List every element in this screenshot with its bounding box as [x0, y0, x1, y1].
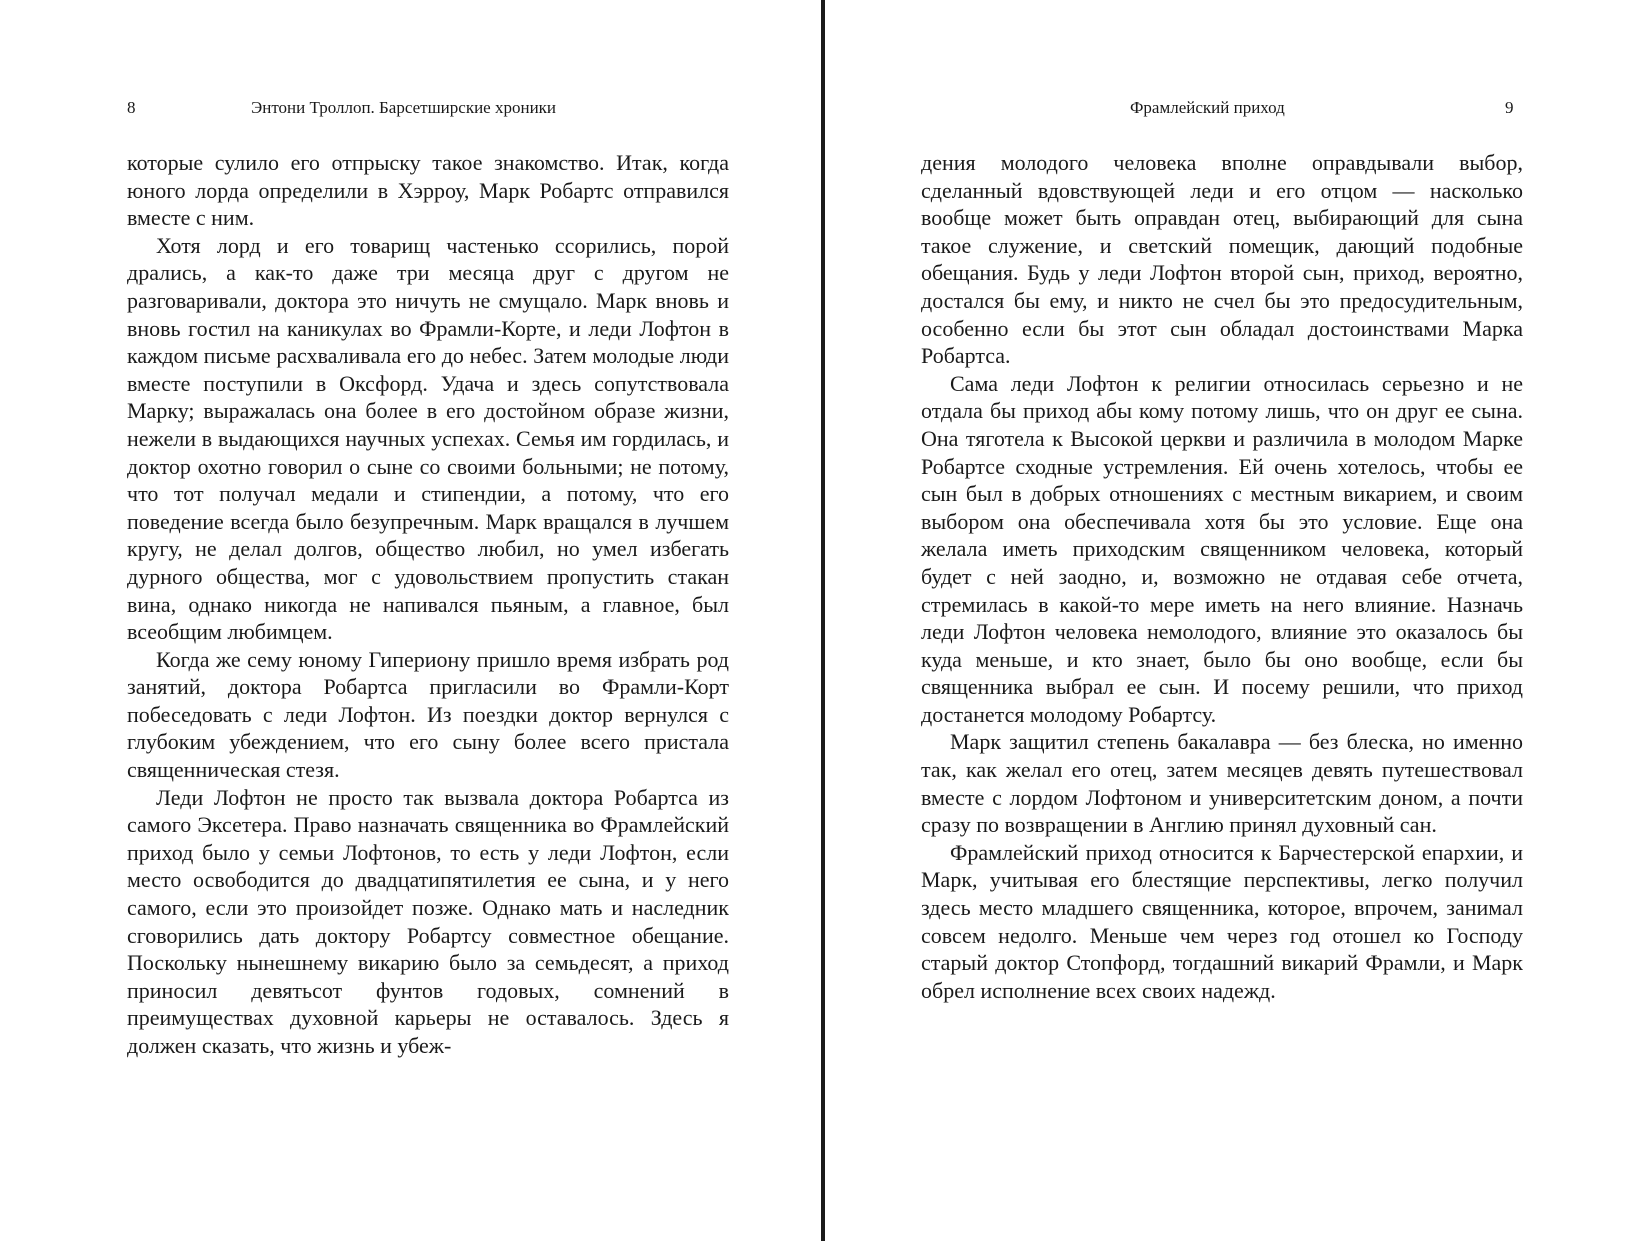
paragraph: которые сулило его отпрыску такое знакомство. Итак, когда юного лорда определили в Хэрроу, Марк Робартс отправился вместе с ним. — [127, 150, 729, 231]
running-head: Энтони Троллоп. Барсетширские хроники — [251, 98, 557, 117]
paragraph: Леди Лофтон не просто так вызвала доктора Робартса из самого Эксетера. Право назначать священника во Фрамлейский приход было у семьи Лофтонов, то есть у леди Лофтон, если место освободится до двадцатипятилетия ее сына, и у него самого, если это произойдет позже. Однако мать и наследник сговорились дать доктору Робартсу совместное обещание. Поскольку нынешнему викарию было за семьдесят, а приход приносил девятьсот фунтов годовых, сомнений в преимуществах духовной карьеры не оставалось. Здесь я должен сказать, что жизнь и убеж- — [127, 784, 729, 1058]
paragraph: Марк защитил степень бакалавра — без блеска, но именно так, как желал его отец, затем месяцев девять путешествовал вместе с лордом Лофтоном и университетским доном, а почти сразу по возвращении в Англию принял духовный сан. — [921, 729, 1523, 838]
paragraph: Когда же сему юному Гипериону пришло время избрать род занятий, доктора Робартса пригласили во Фрамли-Корт побеседовать с леди Лофтон. Из поездки доктор вернулся с глубоким убеждением, что его сыну более всего пристала священническая стезя. — [127, 646, 729, 783]
paragraph: Фрамлейский приход относится к Барчестерской епархии, и Марк, учитывая его блестящие перспективы, легко получил здесь место младшего священника, которое, впрочем, занимал совсем недолго. Меньше чем через год отошел ко Господу старый доктор Стопфорд, тогдашний викарий Фрамли, и Марк обрел исполнение всех своих надежд. — [921, 839, 1523, 1003]
page-body-text — [921, 149, 1523, 1004]
paragraph: Хотя лорд и его товарищ частенько ссорились, порой дрались, а как-то даже три месяца друг с другом не разговаривали, доктора это ничуть не смущало. Марк вновь и вновь гостил на каникулах во Фрамли-Корте, и леди Лофтон в каждом письме расхваливала его до небес. Затем молодые люди вместе поступили в Оксфорд. Удача и здесь сопутствовала Марку; выражалась она более в его достойном образе жизни, нежели в выдающихся научных успехах. Семья им гордилась, и доктор охотно говорил о сыне со своими больными; не потому, что тот получал медали и стипендии, а потому, что его поведение всегда было безупречным. Марк вращался в лучшем кругу, не делал долгов, общество любил, но умел избегать дурного общества, мог с удовольствием пропустить стакан вина, однако никогда не напивался пьяным, а главное, был всеобщим любимцем. — [127, 232, 729, 645]
paragraph: Сама леди Лофтон к религии относилась серьезно и не отдала бы приход абы кому потому лишь, что он друг ее сына. Она тяготела к Высокой церкви и различила в молодом Марке Робартсе сходные устремления. Ей очень хотелось, чтобы ее сын был в добрых отношениях с местным викарием, и своим выбором она обеспечивала хотя бы это условие. Еще она желала иметь приходским священником человека, который будет с ней заодно, и, возможно не отдавая себе отчета, стремилась в какой-то мере иметь на него влияние. Назначь леди Лофтон человека немолодого, влияние это оказалось бы куда меньше, и кто знает, было бы оно вообще, если бы священника выбрал ее сын. И посему решили, что приход достанется молодому Робартсу. — [921, 370, 1523, 727]
page-body-text — [127, 149, 729, 1060]
page-number: 9 — [1505, 98, 1514, 117]
right-page — [825, 0, 1642, 1241]
paragraph: дения молодого человека вполне оправдывали выбор, сделанный вдовствующей леди и его отцом — насколько вообще может быть оправдан отец, выбирающий для сына такое служение, и светский помещик, дающий подобные обещания. Будь у леди Лофтон второй сын, приход, вероятно, достался бы ему, и никто не счел бы это предосудительным, особенно если бы этот сын обладал достоинствами Марка Робартса. — [921, 150, 1523, 369]
page-number: 8 — [127, 98, 136, 117]
running-head: Фрамлейский приход — [1130, 98, 1285, 117]
